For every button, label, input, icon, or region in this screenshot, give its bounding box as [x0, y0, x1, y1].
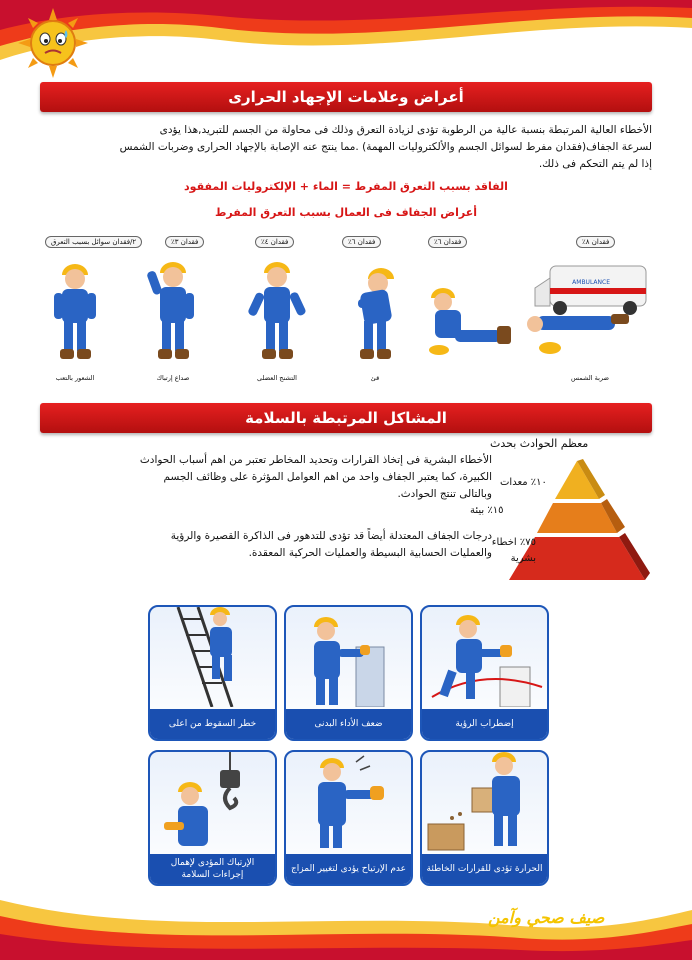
pyramid-label-equipment: ١٠٪ معدات [500, 477, 547, 488]
worker-tired-illustration [40, 255, 110, 365]
pyramid-label-environment: ١٥٪ بيئة [470, 505, 504, 516]
para1-line-3: وبالتالى تنتج الحوادث. [397, 488, 492, 500]
pyramid-title: معظم الحوادث بحدث [490, 437, 589, 450]
worker-sitting-illustration [425, 280, 520, 360]
intro-paragraph [40, 122, 652, 173]
card-mood-change [284, 750, 413, 886]
card-caption: الإرتباك المؤدى لإهمال إجراءات السلامة [150, 854, 275, 884]
card-fall-hazard [148, 605, 277, 741]
card-caption: عدم الإرتياح يؤدى لتغيير المزاج [286, 854, 411, 884]
para1-line-2: الكبيرة، كما يعتبر الجفاف واحد من اهم العوامل المؤثرة على وظائف الجسم [163, 471, 492, 483]
top-wave-decoration [0, 0, 692, 80]
sun-mascot-icon [18, 8, 88, 78]
intro-line-3: إذا لم يتم التحكم فى ذلك. [538, 158, 652, 170]
stage-caption-1: الشعور بالتعب [55, 374, 95, 382]
card-caption: الحرارة تؤدى للقرارات الخاطئة [422, 854, 547, 884]
intro-line-2: لسرعة الجفاف(فقدان مفرط لسوائل الجسم والألكتروليات المهمة) .مما ينتج عنه الإصابة بالإجهاد الحرارى وضربات الشمس [119, 141, 652, 153]
section-title-text: المشاكل المرتبطة بالسلامة [245, 409, 447, 427]
worker-headache-illustration [138, 255, 208, 365]
card-vision-disturbance [420, 605, 549, 741]
stage-label-4: فقدان ٦٪ [342, 236, 381, 248]
ambulance-heatstroke-illustration [515, 258, 650, 363]
ambulance-text: AMBULANCE [572, 279, 610, 286]
human-error-paragraph [52, 452, 492, 503]
para2-line-1: درجات الجفاف المعتدلة أيضاً قد تؤدى للتدهور فى الذاكرة القصيرة والرؤية [170, 530, 492, 542]
stage-label-6: فقدان ٨٪ [576, 236, 615, 248]
stage-label-3: فقدان ٤٪ [255, 236, 294, 248]
stage-label-2: فقدان ٣٪ [165, 236, 204, 248]
section-title-safety [40, 403, 652, 433]
stage-label-5: فقدان ٦٪ [428, 236, 467, 248]
dehydration-effects-paragraph [52, 528, 492, 562]
card-physical-weakness [284, 605, 413, 741]
para2-line-2: والعمليات الحسابية البسيطة والعمليات الحركية المعقدة. [248, 547, 492, 559]
card-wrong-decisions [420, 750, 549, 886]
pyramid-label-human: ٧٥٪ اخطاء بشرية [491, 537, 536, 564]
stage-caption-2: صداع إرتباك [156, 374, 190, 382]
sweat-loss-equation: الفاقد بسبب التعرق المفرط = الماء + الإلكتروليات المفقود [184, 180, 508, 193]
worker-cramp-illustration [242, 255, 312, 365]
footer-signature: صيف صحي وآمن [488, 908, 605, 927]
stage-caption-4: قئ [370, 374, 380, 382]
stage-caption-3: التشنج العضلى [257, 374, 297, 382]
card-caption: إضطراب الرؤية [422, 709, 547, 739]
intro-line-1: الأخطاء العالية المرتبطة بنسبة عالية من الرطوبة تؤدى لزيادة التعرق وذلك فى محاولة من الجسم للتبريد,هذا يؤدى [159, 124, 652, 136]
para1-line-1: الأخطاء البشرية فى إتخاذ القرارات وتحديد المخاطر تعتبر من اهم أسباب الحوادث [139, 454, 492, 466]
section-title-text: أعراض وعلامات الإجهاد الحرارى [228, 88, 464, 106]
card-caption: ضعف الأداء البدنى [286, 709, 411, 739]
stage-caption-6: ضربة الشمس [570, 374, 610, 382]
worker-vomit-illustration [340, 255, 410, 365]
card-confusion [148, 750, 277, 886]
card-caption: خطر السقوط من اعلى [150, 709, 275, 739]
section-title-heat-stress [40, 82, 652, 112]
stage-label-1: ٢/فقدان سوائل بسبب التعرق [45, 236, 142, 248]
dehydration-subtitle: أعراض الجفاف فى العمال بسبب التعرق المفرط [214, 206, 477, 219]
